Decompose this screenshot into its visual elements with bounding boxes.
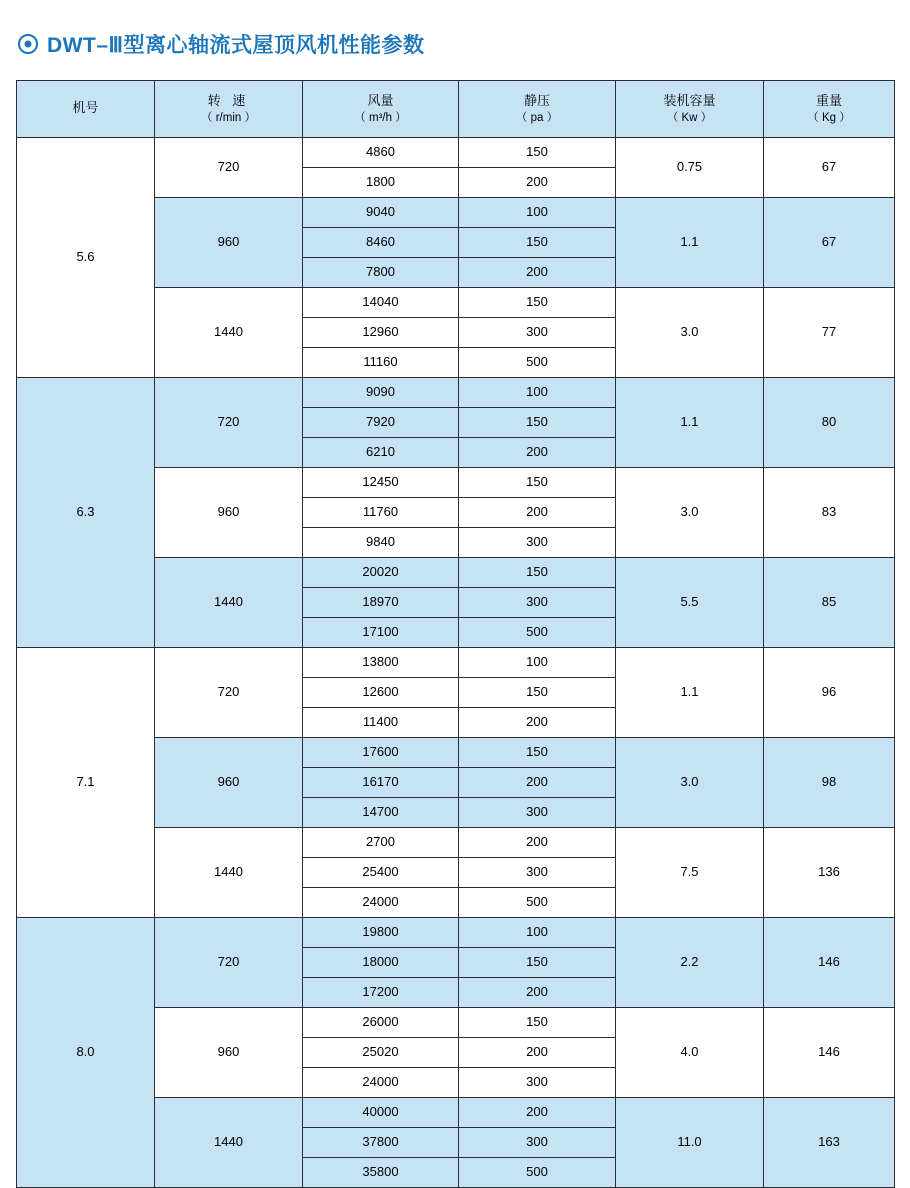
cell-airflow: 19800 bbox=[303, 918, 459, 948]
cell-static-pressure: 100 bbox=[459, 918, 616, 948]
cell-static-pressure: 200 bbox=[459, 168, 616, 198]
column-header-weight-main: 重量 bbox=[815, 92, 842, 108]
cell-static-pressure: 100 bbox=[459, 198, 616, 228]
cell-power: 2.2 bbox=[616, 918, 764, 1008]
column-header-airflow-sub: （ m³/h ） bbox=[354, 111, 407, 124]
column-header-weight bbox=[764, 81, 895, 138]
table-header-row bbox=[17, 81, 895, 138]
cell-static-pressure: 200 bbox=[459, 828, 616, 858]
cell-power: 11.0 bbox=[616, 1098, 764, 1188]
column-header-power-main: 装机容量 bbox=[663, 92, 716, 108]
column-header-model bbox=[17, 81, 155, 138]
cell-static-pressure: 150 bbox=[459, 738, 616, 768]
table-row bbox=[17, 378, 895, 408]
cell-model: 8.0 bbox=[17, 918, 155, 1188]
cell-power: 7.5 bbox=[616, 828, 764, 918]
cell-rpm: 720 bbox=[155, 378, 303, 468]
table-body bbox=[17, 138, 895, 1188]
cell-static-pressure: 500 bbox=[459, 888, 616, 918]
cell-weight: 77 bbox=[764, 288, 895, 378]
cell-power: 4.0 bbox=[616, 1008, 764, 1098]
cell-static-pressure: 150 bbox=[459, 678, 616, 708]
page-title bbox=[0, 0, 910, 66]
cell-rpm: 960 bbox=[155, 1008, 303, 1098]
cell-static-pressure: 300 bbox=[459, 1128, 616, 1158]
cell-airflow: 11760 bbox=[303, 498, 459, 528]
cell-static-pressure: 150 bbox=[459, 288, 616, 318]
column-header-static-pressure-main: 静压 bbox=[523, 92, 550, 108]
column-header-rpm-main: 转 速 bbox=[207, 92, 250, 108]
cell-static-pressure: 150 bbox=[459, 408, 616, 438]
cell-airflow: 14700 bbox=[303, 798, 459, 828]
cell-airflow: 1800 bbox=[303, 168, 459, 198]
cell-weight: 80 bbox=[764, 378, 895, 468]
cell-power: 3.0 bbox=[616, 288, 764, 378]
column-header-static-pressure bbox=[459, 81, 616, 138]
cell-airflow: 25400 bbox=[303, 858, 459, 888]
column-header-airflow-main: 风量 bbox=[367, 92, 394, 108]
column-header-airflow bbox=[303, 81, 459, 138]
cell-airflow: 40000 bbox=[303, 1098, 459, 1128]
cell-airflow: 16170 bbox=[303, 768, 459, 798]
cell-power: 1.1 bbox=[616, 198, 764, 288]
cell-airflow: 18000 bbox=[303, 948, 459, 978]
cell-weight: 67 bbox=[764, 138, 895, 198]
cell-static-pressure: 200 bbox=[459, 768, 616, 798]
cell-power: 1.1 bbox=[616, 378, 764, 468]
cell-rpm: 960 bbox=[155, 738, 303, 828]
cell-rpm: 1440 bbox=[155, 1098, 303, 1188]
cell-airflow: 11160 bbox=[303, 348, 459, 378]
cell-static-pressure: 200 bbox=[459, 708, 616, 738]
page-title-text: DWT–Ⅲ型离心轴流式屋顶风机性能参数 bbox=[47, 34, 425, 57]
cell-weight: 67 bbox=[764, 198, 895, 288]
cell-weight: 98 bbox=[764, 738, 895, 828]
cell-airflow: 24000 bbox=[303, 1068, 459, 1098]
cell-rpm: 960 bbox=[155, 198, 303, 288]
cell-rpm: 1440 bbox=[155, 288, 303, 378]
cell-static-pressure: 200 bbox=[459, 258, 616, 288]
cell-airflow: 11400 bbox=[303, 708, 459, 738]
cell-rpm: 720 bbox=[155, 648, 303, 738]
cell-static-pressure: 300 bbox=[459, 318, 616, 348]
cell-airflow: 17200 bbox=[303, 978, 459, 1008]
cell-static-pressure: 500 bbox=[459, 348, 616, 378]
cell-rpm: 720 bbox=[155, 918, 303, 1008]
cell-power: 3.0 bbox=[616, 468, 764, 558]
cell-weight: 163 bbox=[764, 1098, 895, 1188]
column-header-rpm-sub: （ r/min ） bbox=[201, 111, 256, 124]
cell-airflow: 6210 bbox=[303, 438, 459, 468]
cell-airflow: 9040 bbox=[303, 198, 459, 228]
cell-airflow: 7920 bbox=[303, 408, 459, 438]
cell-static-pressure: 150 bbox=[459, 468, 616, 498]
cell-static-pressure: 300 bbox=[459, 858, 616, 888]
cell-static-pressure: 200 bbox=[459, 978, 616, 1008]
cell-airflow: 4860 bbox=[303, 138, 459, 168]
cell-static-pressure: 500 bbox=[459, 618, 616, 648]
cell-rpm: 720 bbox=[155, 138, 303, 198]
cell-static-pressure: 100 bbox=[459, 378, 616, 408]
cell-static-pressure: 300 bbox=[459, 588, 616, 618]
cell-weight: 85 bbox=[764, 558, 895, 648]
table-header bbox=[17, 81, 895, 138]
cell-model: 5.6 bbox=[17, 138, 155, 378]
cell-airflow: 17100 bbox=[303, 618, 459, 648]
cell-airflow: 24000 bbox=[303, 888, 459, 918]
column-header-weight-sub: （ Kg ） bbox=[807, 111, 851, 124]
column-header-static-pressure-sub: （ pa ） bbox=[515, 111, 559, 124]
cell-model: 6.3 bbox=[17, 378, 155, 648]
cell-airflow: 9840 bbox=[303, 528, 459, 558]
fan-performance-table bbox=[16, 80, 895, 1188]
cell-airflow: 7800 bbox=[303, 258, 459, 288]
ring-bullet-icon bbox=[18, 34, 38, 54]
column-header-rpm bbox=[155, 81, 303, 138]
cell-static-pressure: 300 bbox=[459, 528, 616, 558]
cell-airflow: 12450 bbox=[303, 468, 459, 498]
cell-weight: 83 bbox=[764, 468, 895, 558]
cell-airflow: 17600 bbox=[303, 738, 459, 768]
cell-rpm: 960 bbox=[155, 468, 303, 558]
column-header-model-main: 机号 bbox=[72, 99, 99, 115]
cell-airflow: 26000 bbox=[303, 1008, 459, 1038]
column-header-power bbox=[616, 81, 764, 138]
cell-airflow: 12960 bbox=[303, 318, 459, 348]
cell-static-pressure: 500 bbox=[459, 1158, 616, 1188]
table-row bbox=[17, 138, 895, 168]
cell-weight: 146 bbox=[764, 1008, 895, 1098]
cell-static-pressure: 200 bbox=[459, 1098, 616, 1128]
cell-static-pressure: 100 bbox=[459, 648, 616, 678]
cell-airflow: 35800 bbox=[303, 1158, 459, 1188]
cell-static-pressure: 150 bbox=[459, 1008, 616, 1038]
column-header-power-sub: （ Kw ） bbox=[666, 111, 713, 124]
cell-static-pressure: 150 bbox=[459, 558, 616, 588]
cell-static-pressure: 200 bbox=[459, 498, 616, 528]
cell-static-pressure: 150 bbox=[459, 948, 616, 978]
cell-weight: 136 bbox=[764, 828, 895, 918]
table-row bbox=[17, 648, 895, 678]
spec-table-container bbox=[0, 66, 910, 1188]
cell-airflow: 13800 bbox=[303, 648, 459, 678]
cell-weight: 146 bbox=[764, 918, 895, 1008]
table-row bbox=[17, 918, 895, 948]
cell-airflow: 2700 bbox=[303, 828, 459, 858]
cell-airflow: 25020 bbox=[303, 1038, 459, 1068]
cell-static-pressure: 300 bbox=[459, 798, 616, 828]
cell-static-pressure: 150 bbox=[459, 228, 616, 258]
cell-airflow: 14040 bbox=[303, 288, 459, 318]
cell-static-pressure: 200 bbox=[459, 1038, 616, 1068]
cell-airflow: 12600 bbox=[303, 678, 459, 708]
cell-airflow: 9090 bbox=[303, 378, 459, 408]
cell-static-pressure: 200 bbox=[459, 438, 616, 468]
cell-static-pressure: 300 bbox=[459, 1068, 616, 1098]
cell-airflow: 18970 bbox=[303, 588, 459, 618]
cell-power: 1.1 bbox=[616, 648, 764, 738]
cell-static-pressure: 150 bbox=[459, 138, 616, 168]
cell-model: 7.1 bbox=[17, 648, 155, 918]
cell-rpm: 1440 bbox=[155, 558, 303, 648]
cell-airflow: 37800 bbox=[303, 1128, 459, 1158]
cell-power: 3.0 bbox=[616, 738, 764, 828]
cell-weight: 96 bbox=[764, 648, 895, 738]
cell-power: 0.75 bbox=[616, 138, 764, 198]
cell-power: 5.5 bbox=[616, 558, 764, 648]
cell-airflow: 20020 bbox=[303, 558, 459, 588]
cell-rpm: 1440 bbox=[155, 828, 303, 918]
cell-airflow: 8460 bbox=[303, 228, 459, 258]
